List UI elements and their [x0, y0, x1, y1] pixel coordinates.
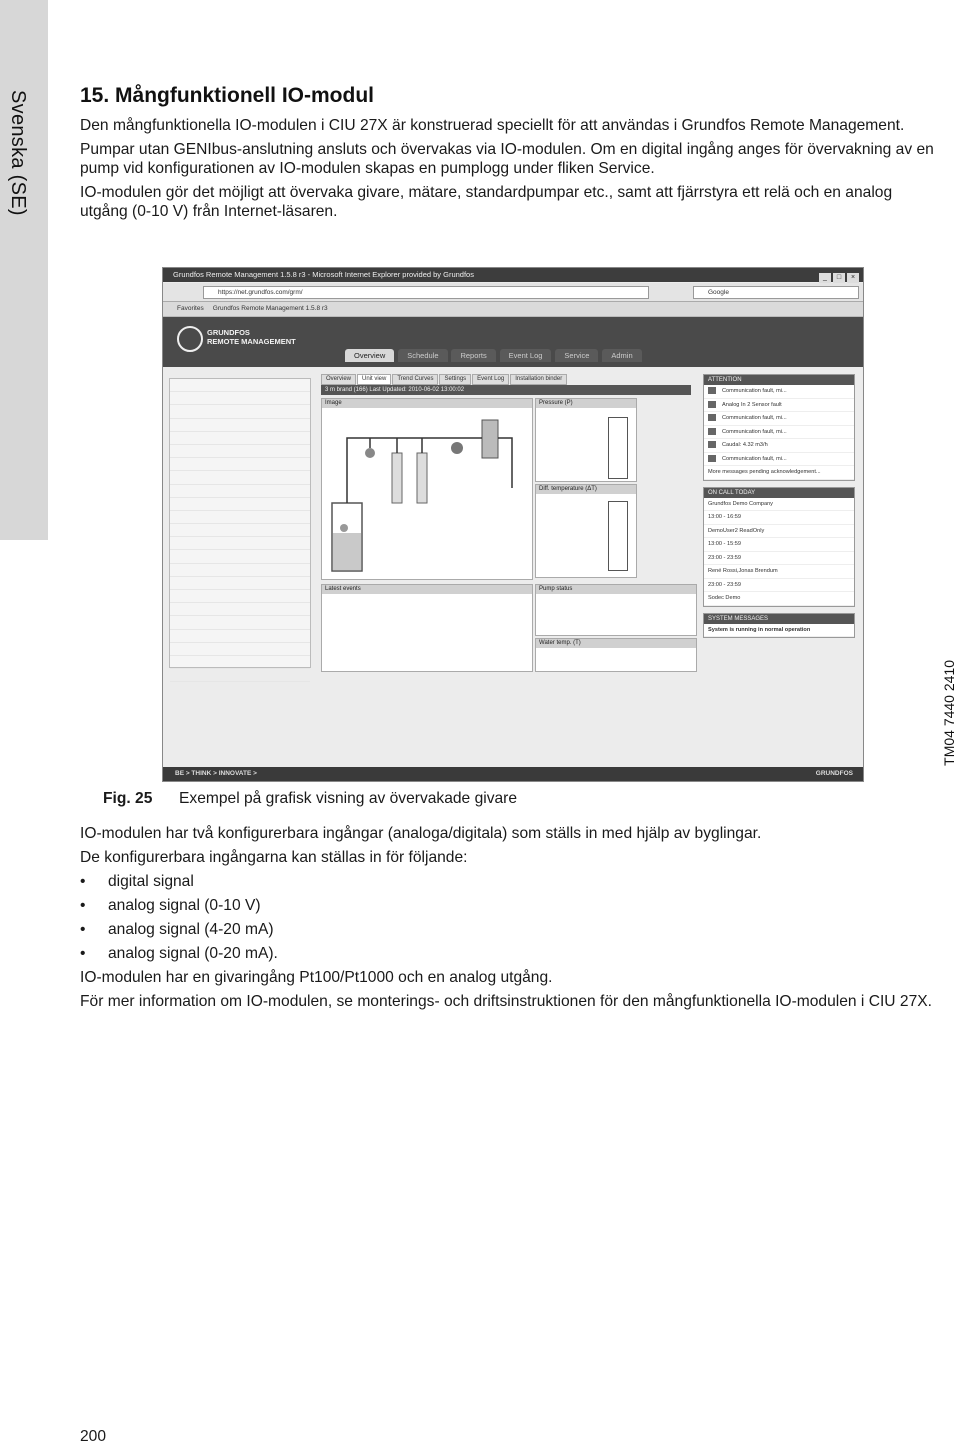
app-footer — [163, 767, 863, 781]
installation-tree — [169, 378, 311, 668]
tree-row — [170, 643, 310, 656]
sensor-dt-icon — [451, 442, 463, 454]
subtab-trend-curves: Trend Curves — [392, 374, 438, 385]
on-call-row: 13:00 - 15:59 — [704, 538, 854, 552]
uv-filter-shape — [417, 453, 427, 503]
tree-row — [170, 656, 310, 669]
input-options-list — [80, 872, 940, 963]
on-call-title: ON CALL TODAY — [704, 488, 854, 498]
diff-temp-gauge — [608, 501, 628, 571]
paragraph: Pumpar utan GENIbus-anslutning ansluts och övervakas via IO-modulen. Om en digital ingång anges för övervakning av en pump vid konfigurationen av IO-modulen skapas en pumplogg under fliken Service. — [80, 141, 934, 177]
on-call-row: 23:00 - 23:59 — [704, 552, 854, 566]
window-title: Grundfos Remote Management 1.5.8 r3 - Microsoft Internet Explorer provided by Grundfos — [173, 270, 474, 279]
pressure-gauge — [608, 417, 628, 479]
system-messages-title: SYSTEM MESSAGES — [704, 614, 854, 624]
footer-brand: GRUNDFOS — [815, 770, 853, 777]
paragraph: IO-modulen har två konfigurerbara ingångar (analoga/digitala) som ställs in med hjälp av byglingar. — [80, 825, 762, 842]
warning-icon — [708, 441, 716, 448]
section-title: 15. Mångfunktionell IO-modul — [80, 84, 374, 107]
pump-status-title: Pump status — [536, 585, 696, 594]
tree-row — [170, 432, 310, 445]
attention-title: ATTENTION — [704, 375, 854, 385]
on-call-row: Sodec Demo — [704, 592, 854, 606]
footer-slogan: BE > THINK > INNOVATE > — [175, 770, 257, 777]
warning-icon — [708, 414, 716, 421]
figure-number: Fig. 25 — [103, 790, 153, 807]
attention-text: Analog In 2 Sensor fault — [722, 401, 782, 408]
tree-row — [170, 590, 310, 603]
heat-exchanger-shape — [482, 420, 498, 458]
unit-view — [321, 374, 691, 674]
pressure-panel — [535, 398, 637, 482]
tree-row — [170, 498, 310, 511]
attention-row — [704, 426, 854, 440]
warning-icon — [708, 401, 716, 408]
more-messages: More messages pending acknowledgement... — [704, 466, 854, 480]
tree-row — [170, 405, 310, 418]
list-item: • analog signal (4-20 mA) — [80, 920, 940, 939]
language-side-tab — [0, 0, 48, 540]
tree-row — [170, 379, 310, 392]
sub-tabs — [321, 374, 691, 384]
paragraph: För mer information om IO-modulen, se monterings- och driftsinstruktionen för den mångfunktionella IO-modulen i CIU 27X. — [80, 993, 932, 1010]
system-diagram — [322, 408, 530, 576]
tab-admin: Admin — [602, 349, 641, 362]
tank-water — [333, 533, 361, 570]
tree-row — [170, 564, 310, 577]
tree-row — [170, 616, 310, 629]
tab-service: Service — [555, 349, 598, 362]
search-field: Google — [693, 286, 859, 299]
pressure-panel-title: Pressure (P) — [536, 399, 636, 408]
system-messages-box — [703, 613, 855, 639]
brand-line2: REMOTE MANAGEMENT — [207, 337, 296, 346]
language-label: Svenska (SE) — [7, 90, 29, 216]
window-controls — [817, 270, 859, 284]
tab-reports: Reports — [451, 349, 495, 362]
paragraph: Den mångfunktionella IO-modulen i CIU 27X är konstruerad speciellt för att användas i Grundfos Remote Management. — [80, 117, 905, 134]
tree-row — [170, 577, 310, 590]
sensor-t-icon — [340, 524, 348, 532]
water-temp-panel — [535, 638, 697, 672]
on-call-row: René Rossi,Jonas Brendum — [704, 565, 854, 579]
figure-caption-text: Exempel på grafisk visning av övervakade givare — [179, 790, 518, 807]
subtab-unit-view: Unit view — [357, 374, 391, 385]
minimize-icon: _ — [819, 273, 831, 283]
latest-events-panel — [321, 584, 533, 672]
attention-text: Caudal: 4.32 m3/h — [722, 442, 768, 448]
paragraph: IO-modulen har en givaringång Pt100/Pt1000 och en analog utgång. — [80, 969, 553, 986]
latest-events-title: Latest events — [322, 585, 532, 594]
image-panel — [321, 398, 533, 580]
tree-row — [170, 471, 310, 484]
figure-code: TM04 7440 2410 — [941, 660, 957, 766]
list-item: • analog signal (0-20 mA). — [80, 944, 940, 963]
tree-row — [170, 485, 310, 498]
main-tabs — [345, 349, 644, 362]
list-item: • digital signal — [80, 872, 940, 891]
attention-row — [704, 399, 854, 413]
tree-row — [170, 537, 310, 550]
attention-row — [704, 385, 854, 399]
right-sidebar — [703, 374, 855, 644]
attention-text: Communication fault, mi... — [722, 455, 787, 462]
on-call-row: 13:00 - 16:59 — [704, 511, 854, 525]
tree-row — [170, 445, 310, 458]
particle-filter-shape — [392, 453, 402, 503]
diff-temp-panel — [535, 484, 637, 578]
paragraph: IO-modulen gör det möjligt att övervaka givare, mätare, standardpumpar etc., samt att fjärrstyra ett relä och en analog utgång (0-10 V) från Internet-läsaren. — [80, 184, 893, 220]
close-icon: × — [847, 273, 859, 283]
warning-icon — [708, 428, 716, 435]
water-temp-title: Water temp. (T) — [536, 639, 696, 648]
grundfos-logo-icon — [177, 326, 203, 352]
favorite-tab: Grundfos Remote Management 1.5.8 r3 — [212, 305, 328, 312]
sensor-p-icon — [365, 448, 375, 458]
body-text — [80, 824, 940, 1016]
tree-row — [170, 392, 310, 405]
attention-row — [704, 412, 854, 426]
attention-text: Communication fault, mi... — [722, 415, 787, 421]
paragraph: De konfigurerbara ingångarna kan ställas in för följande: — [80, 849, 468, 866]
list-item: • analog signal (0-10 V) — [80, 896, 940, 915]
diff-temp-panel-title: Diff. temperature (ΔT) — [536, 485, 636, 494]
tree-row — [170, 603, 310, 616]
subtab-event-log: Event Log — [472, 374, 509, 385]
app-header — [163, 317, 863, 367]
subtab-settings: Settings — [439, 374, 471, 385]
brand-name — [207, 328, 296, 346]
tab-event-log: Event Log — [500, 349, 552, 362]
tree-row — [170, 524, 310, 537]
favorites-label: Favorites — [177, 305, 204, 312]
on-call-box — [703, 487, 855, 607]
section-content — [80, 84, 940, 226]
address-field: https://net.grundfos.com/grm/ — [203, 286, 649, 299]
figure-caption — [103, 790, 517, 808]
on-call-row: Grundfos Demo Company — [704, 498, 854, 512]
pump-status-panel — [535, 584, 697, 636]
tab-schedule: Schedule — [398, 349, 447, 362]
tab-overview: Overview — [345, 349, 394, 362]
attention-box — [703, 374, 855, 481]
page-number: 200 — [80, 1428, 107, 1445]
attention-text: Communication fault, mi... — [722, 428, 787, 435]
image-panel-title: Image — [322, 399, 532, 408]
tree-row — [170, 458, 310, 471]
tree-row — [170, 669, 310, 682]
tree-row — [170, 511, 310, 524]
subtab-overview: Overview — [321, 374, 356, 385]
brand-line1: GRUNDFOS — [207, 328, 250, 337]
attention-row — [704, 453, 854, 467]
tree-row — [170, 630, 310, 643]
maximize-icon: □ — [833, 273, 845, 283]
figure-screenshot — [162, 267, 864, 782]
warning-icon — [708, 387, 716, 394]
on-call-row: DemoUser2 ReadOnly — [704, 525, 854, 539]
on-call-row: 23:00 - 23:59 — [704, 579, 854, 593]
subtab-installation-binder: Installation binder — [510, 374, 567, 385]
address-bar — [163, 283, 863, 302]
tree-row — [170, 550, 310, 563]
attention-text: Communication fault, mi... — [722, 388, 787, 394]
tree-row — [170, 419, 310, 432]
warning-icon — [708, 455, 716, 462]
system-message-text: System is running in normal operation — [704, 624, 854, 638]
favorites-bar — [163, 302, 863, 317]
unit-status-line: 3 m brand (166) Last Updated: 2010-06-02 13:00:02 — [321, 385, 691, 395]
attention-row — [704, 439, 854, 453]
browser-titlebar — [163, 268, 863, 282]
